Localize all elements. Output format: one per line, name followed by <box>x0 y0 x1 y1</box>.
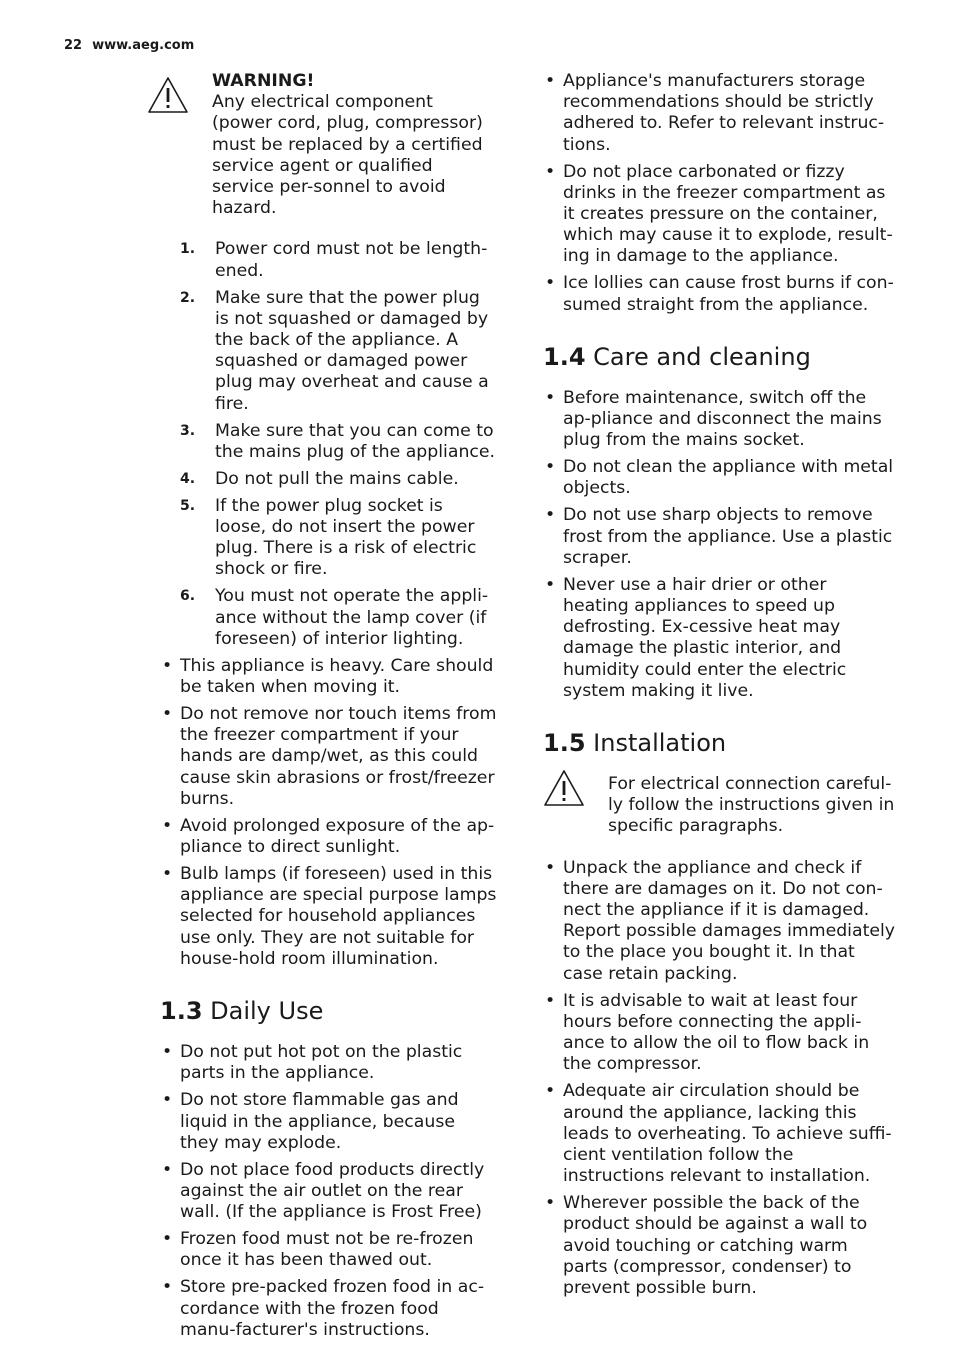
website-url[interactable]: www.aeg.com <box>92 38 195 53</box>
list-item: • Do not clean the appliance with metal objects. <box>543 457 895 499</box>
warning-triangle-icon <box>543 769 585 807</box>
list-item: • Never use a hair drier or other heating appliances to speed up defrosting. Ex-cessive heat may damage the plastic interior, and humidity could enter the electric system making it live. <box>543 575 895 702</box>
list-item: • Do not remove nor touch items from the freezer compartment if your hands are damp/wet, as this could cause skin abrasions or frost/freezer burns. <box>160 704 498 810</box>
list-item: 2. Make sure that the power plug is not squashed or damaged by the back of the appliance. A squashed or damaged power plug may overheat and cause a fire. <box>180 287 489 414</box>
list-item: • Bulb lamps (if foreseen) used in this appliance are special purpose lamps selected for household appliances use only. They are not suitable for house-hold room illumination. <box>160 864 498 970</box>
list-item: • Do not place food products directly against the air outlet on the rear wall. (If the appliance is Frost Free) <box>160 1160 498 1224</box>
list-item: 1. Power cord must not be length-ened. <box>180 239 488 281</box>
right-column <box>543 71 895 1305</box>
list-item: • Store pre-packed frozen food in ac-cordance with the frozen food manu-facturer's instructions. <box>160 1277 498 1341</box>
numbered-list <box>160 239 498 650</box>
section-heading-installation: 1.5 Installation <box>543 729 727 758</box>
section-heading-care-cleaning: 1.4 Care and cleaning <box>543 342 811 371</box>
list-item: • It is advisable to wait at least four hours before connecting the appli-ance to allow the oil to flow back in the compressor. <box>543 991 895 1076</box>
list-item: • Adequate air circulation should be around the appliance, lacking this leads to overheating. To achieve suffi-cient ventilation follow the instructions relevant to installation. <box>543 1081 895 1187</box>
list-item: • Appliance's manufacturers storage recommendations should be strictly adhered to. Refer to relevant instruc-tions. <box>543 71 895 156</box>
bullet-list <box>543 858 895 1299</box>
list-item: • Do not place carbonated or fizzy drinks in the freezer compartment as it creates pressure on the container, which may cause it to explode, result-ing in damage to the appliance. <box>543 162 895 268</box>
list-item: • Unpack the appliance and check if there are damages on it. Do not con-nect the appliance if it is damaged. Report possible damages immediately to the place you bought it. In that case retain packing. <box>543 858 895 985</box>
bullet-list <box>160 1042 498 1341</box>
bullet-list <box>543 71 895 316</box>
list-item: 6. You must not operate the appli-ance without the lamp cover (if foreseen) of interior lighting. <box>180 586 489 649</box>
list-item: • Avoid prolonged exposure of the ap-pliance to direct sunlight. <box>160 816 498 858</box>
list-item: • Do not use sharp objects to remove frost from the appliance. Use a plastic scraper. <box>543 505 895 569</box>
bullet-list <box>543 388 895 702</box>
page-number: 22 <box>64 38 83 53</box>
list-item: • Ice lollies can cause frost burns if con-sumed straight from the appliance. <box>543 273 895 315</box>
list-item: • This appliance is heavy. Care should be taken when moving it. <box>160 656 498 698</box>
list-item: • Wherever possible the back of the product should be against a wall to avoid touching or catching warm parts (compressor, condenser) to prevent possible burn. <box>543 1193 895 1299</box>
warning-text: Any electrical component (power cord, plug, compressor) must be replaced by a certified service agent or qualified service per-sonnel to avoid hazard. <box>212 92 483 219</box>
list-item: 4. Do not pull the mains cable. <box>180 468 459 489</box>
section-heading-daily-use: 1.3 Daily Use <box>160 997 324 1026</box>
warning-block <box>147 71 498 219</box>
warning-triangle-icon <box>147 76 189 114</box>
note-text: For electrical connection careful-ly follow the instructions given in specific paragraphs. <box>608 774 895 837</box>
bullet-list <box>160 656 498 970</box>
list-item: • Before maintenance, switch off the ap-pliance and disconnect the mains plug from the mains socket. <box>543 388 895 452</box>
list-item: 5. If the power plug socket is loose, do not insert the power plug. There is a risk of electric shock or fire. <box>180 495 477 580</box>
left-column <box>160 71 498 1347</box>
list-item: • Do not put hot pot on the plastic parts in the appliance. <box>160 1042 498 1084</box>
installation-note <box>543 774 895 838</box>
list-item: 3. Make sure that you can come to the mains plug of the appliance. <box>180 420 496 462</box>
page-header <box>64 38 194 53</box>
list-item: • Do not store flammable gas and liquid in the appliance, because they may explode. <box>160 1090 498 1154</box>
warning-title: WARNING! <box>212 71 315 91</box>
list-item: • Frozen food must not be re-frozen once it has been thawed out. <box>160 1229 498 1271</box>
